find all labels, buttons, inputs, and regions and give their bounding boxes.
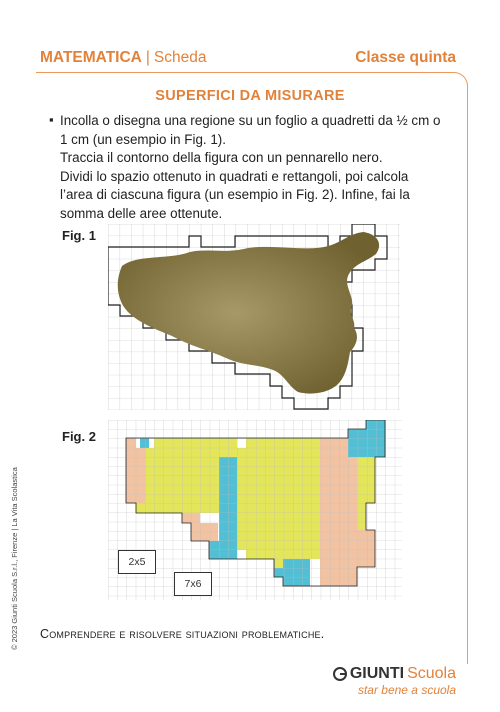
area-box-2x5: 2x5 xyxy=(118,550,156,574)
class-label: Classe quinta xyxy=(355,49,456,66)
instruction-line: 1 cm (un esempio in Fig. 1). xyxy=(60,131,226,147)
footer-objective-text: Comprendere e risolvere situazioni problematiche. xyxy=(40,627,325,641)
figure-2 xyxy=(108,420,402,605)
instruction-line: Traccia il contorno della figura con un pennarello nero. xyxy=(60,150,383,165)
instruction-line: l’area di ciascuna figura (un esempio in Fig. 2). Infine, fai la xyxy=(60,187,410,202)
instruction-line: Incolla o disegna una regione su un foglio a quadretti da ½ cm o xyxy=(60,113,441,128)
figure-1 xyxy=(108,224,400,415)
copyright-text: © 2023 Giunti Scuola S.r.l., Firenze | La Vita Scolastica xyxy=(10,467,19,650)
instruction-line: Dividi lo spazio ottenuto in quadrati e rettangoli, poi calcola xyxy=(60,168,409,184)
publisher-logo xyxy=(333,665,456,697)
fig1-grid-map xyxy=(108,224,400,410)
area-box-7x6: 7x6 xyxy=(174,572,212,596)
instruction-line: somma delle aree ottenute. xyxy=(60,205,223,221)
footer-objective xyxy=(40,627,324,641)
section-label: Scheda xyxy=(153,49,207,66)
logo-tagline: star bene a scuola xyxy=(357,683,456,697)
bullet-icon: ▪ xyxy=(49,112,54,127)
logo-brand: GIUNTI xyxy=(349,665,405,682)
logo-mark-icon xyxy=(333,667,347,681)
instructions xyxy=(60,112,460,223)
subject-label: MATEMATICA xyxy=(40,49,142,66)
fig2-label: Fig. 2 xyxy=(62,429,96,444)
page-title: SUPERFICI DA MISURARE xyxy=(155,88,345,104)
fig1-label: Fig. 1 xyxy=(62,228,96,243)
header-subject: MATEMATICA | Scheda xyxy=(40,49,207,66)
logo-brand-suffix: Scuola xyxy=(407,665,456,682)
